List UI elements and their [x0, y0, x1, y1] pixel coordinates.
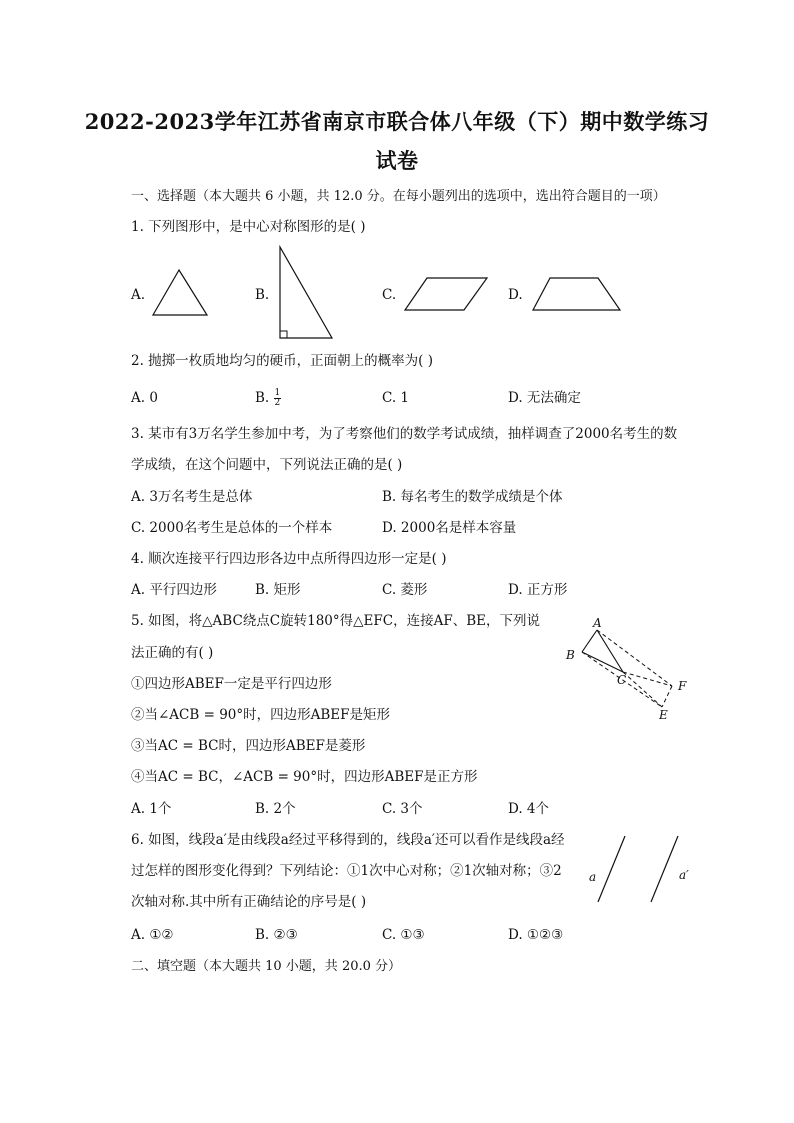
q4-option-d: D. 正方形 [508, 582, 568, 598]
q2-option-b-label: B. [255, 390, 270, 406]
q4-option-b: B. 矩形 [255, 582, 301, 598]
q3-option-c: C. 2000名考生是总体的一个样本 [131, 520, 333, 536]
q3-stem-line2: 学成绩，在这个问题中，下列说法正确的是( ) [131, 457, 403, 473]
q1-option-b-label: B. [255, 287, 270, 303]
q2-option-d: D. 无法确定 [508, 390, 581, 406]
q6-stem-line1: 6. 如图，线段a′是由线段a经过平移得到的，线段a′还可以看作是线段a经 [131, 832, 565, 848]
q2-stem: 2. 抛掷一枚质地均匀的硬币，正面朝上的概率为( ) [131, 353, 433, 369]
q4-stem: 4. 顺次连接平行四边形各边中点所得四边形一定是( ) [131, 551, 447, 567]
q3-option-a: A. 3万名考生是总体 [131, 489, 253, 505]
q5-rotation-figure [560, 610, 700, 725]
q6-stem-line3: 次轴对称.其中所有正确结论的序号是( ) [131, 894, 367, 910]
q6-option-d: D. ①②③ [508, 927, 564, 943]
q2-option-c: C. 1 [382, 390, 410, 406]
section1-heading: 一、选择题（本大题共 6 小题，共 12.0 分。在每小题列出的选项中，选出符合题目的一项） [131, 189, 666, 204]
q4-option-a: A. 平行四边形 [131, 582, 217, 598]
q6-label-a-prime: a′ [679, 868, 689, 882]
q1-option-c-label: C. [382, 287, 397, 303]
q6-label-a: a [589, 870, 597, 884]
q1-stem: 1. 下列图形中，是中心对称图形的是( ) [131, 219, 366, 235]
exam-title-line2: 试卷 [375, 148, 419, 173]
q1-option-d-trapezoid [530, 274, 625, 314]
section2-heading: 二、填空题（本大题共 10 小题，共 20.0 分） [131, 959, 402, 974]
q3-option-b: B. 每名考生的数学成绩是个体 [382, 489, 563, 505]
q6-option-b: B. ②③ [255, 927, 298, 943]
q3-option-d: D. 2000名是样本容量 [382, 520, 517, 536]
q2-option-a: A. 0 [131, 390, 158, 406]
q5-statement-1: ①四边形ABEF一定是平行四边形 [131, 676, 332, 692]
q6-option-c: C. ①③ [382, 927, 425, 943]
q1-option-a-triangle [150, 268, 214, 320]
q2-option-b [255, 389, 281, 408]
q5-option-a: A. 1个 [131, 801, 172, 817]
q5-label-c: C [617, 673, 627, 687]
q5-option-d: D. 4个 [508, 801, 550, 817]
q6-stem-line2: 过怎样的图形变化得到？下列结论：①1次中心对称；②1次轴对称；③2 [131, 863, 562, 879]
q5-label-b: B [566, 648, 575, 662]
q5-label-a: A [593, 616, 602, 630]
fraction-denominator: 2 [274, 398, 281, 408]
q5-statement-4: ④当AC = BC，∠ACB = 90°时，四边形ABEF是正方形 [131, 769, 478, 785]
q6-option-a: A. ①② [131, 927, 174, 943]
q1-option-d-label: D. [508, 287, 523, 303]
q5-statement-2: ②当∠ACB = 90°时，四边形ABEF是矩形 [131, 707, 391, 723]
q1-option-b-right-triangle [275, 244, 337, 342]
q1-option-c-parallelogram [402, 274, 492, 314]
q5-stem-line1: 5. 如图，将△ABC绕点C旋转180°得△EFC，连接AF、BE，下列说 [131, 613, 540, 629]
q2-option-b-fraction [274, 389, 282, 408]
fraction-numerator: 1 [274, 388, 281, 398]
q5-statement-3: ③当AC = BC时，四边形ABEF是菱形 [131, 738, 366, 754]
q5-label-f: F [678, 679, 687, 693]
q5-option-b: B. 2个 [255, 801, 296, 817]
q5-stem-line2: 法正确的有( ) [131, 645, 214, 661]
exam-title-line1: 2022-2023学年江苏省南京市联合体八年级（下）期中数学练习 [84, 109, 710, 134]
q5-option-c: C. 3个 [382, 801, 423, 817]
q1-option-a-label: A. [131, 287, 146, 303]
q3-stem-line1: 3. 某市有3万名学生参加中考，为了考察他们的数学考试成绩，抽样调查了2000名考生的数 [131, 426, 678, 442]
q6-segments-figure [585, 830, 705, 910]
q5-label-e: E [659, 708, 668, 722]
q4-option-c: C. 菱形 [382, 582, 428, 598]
